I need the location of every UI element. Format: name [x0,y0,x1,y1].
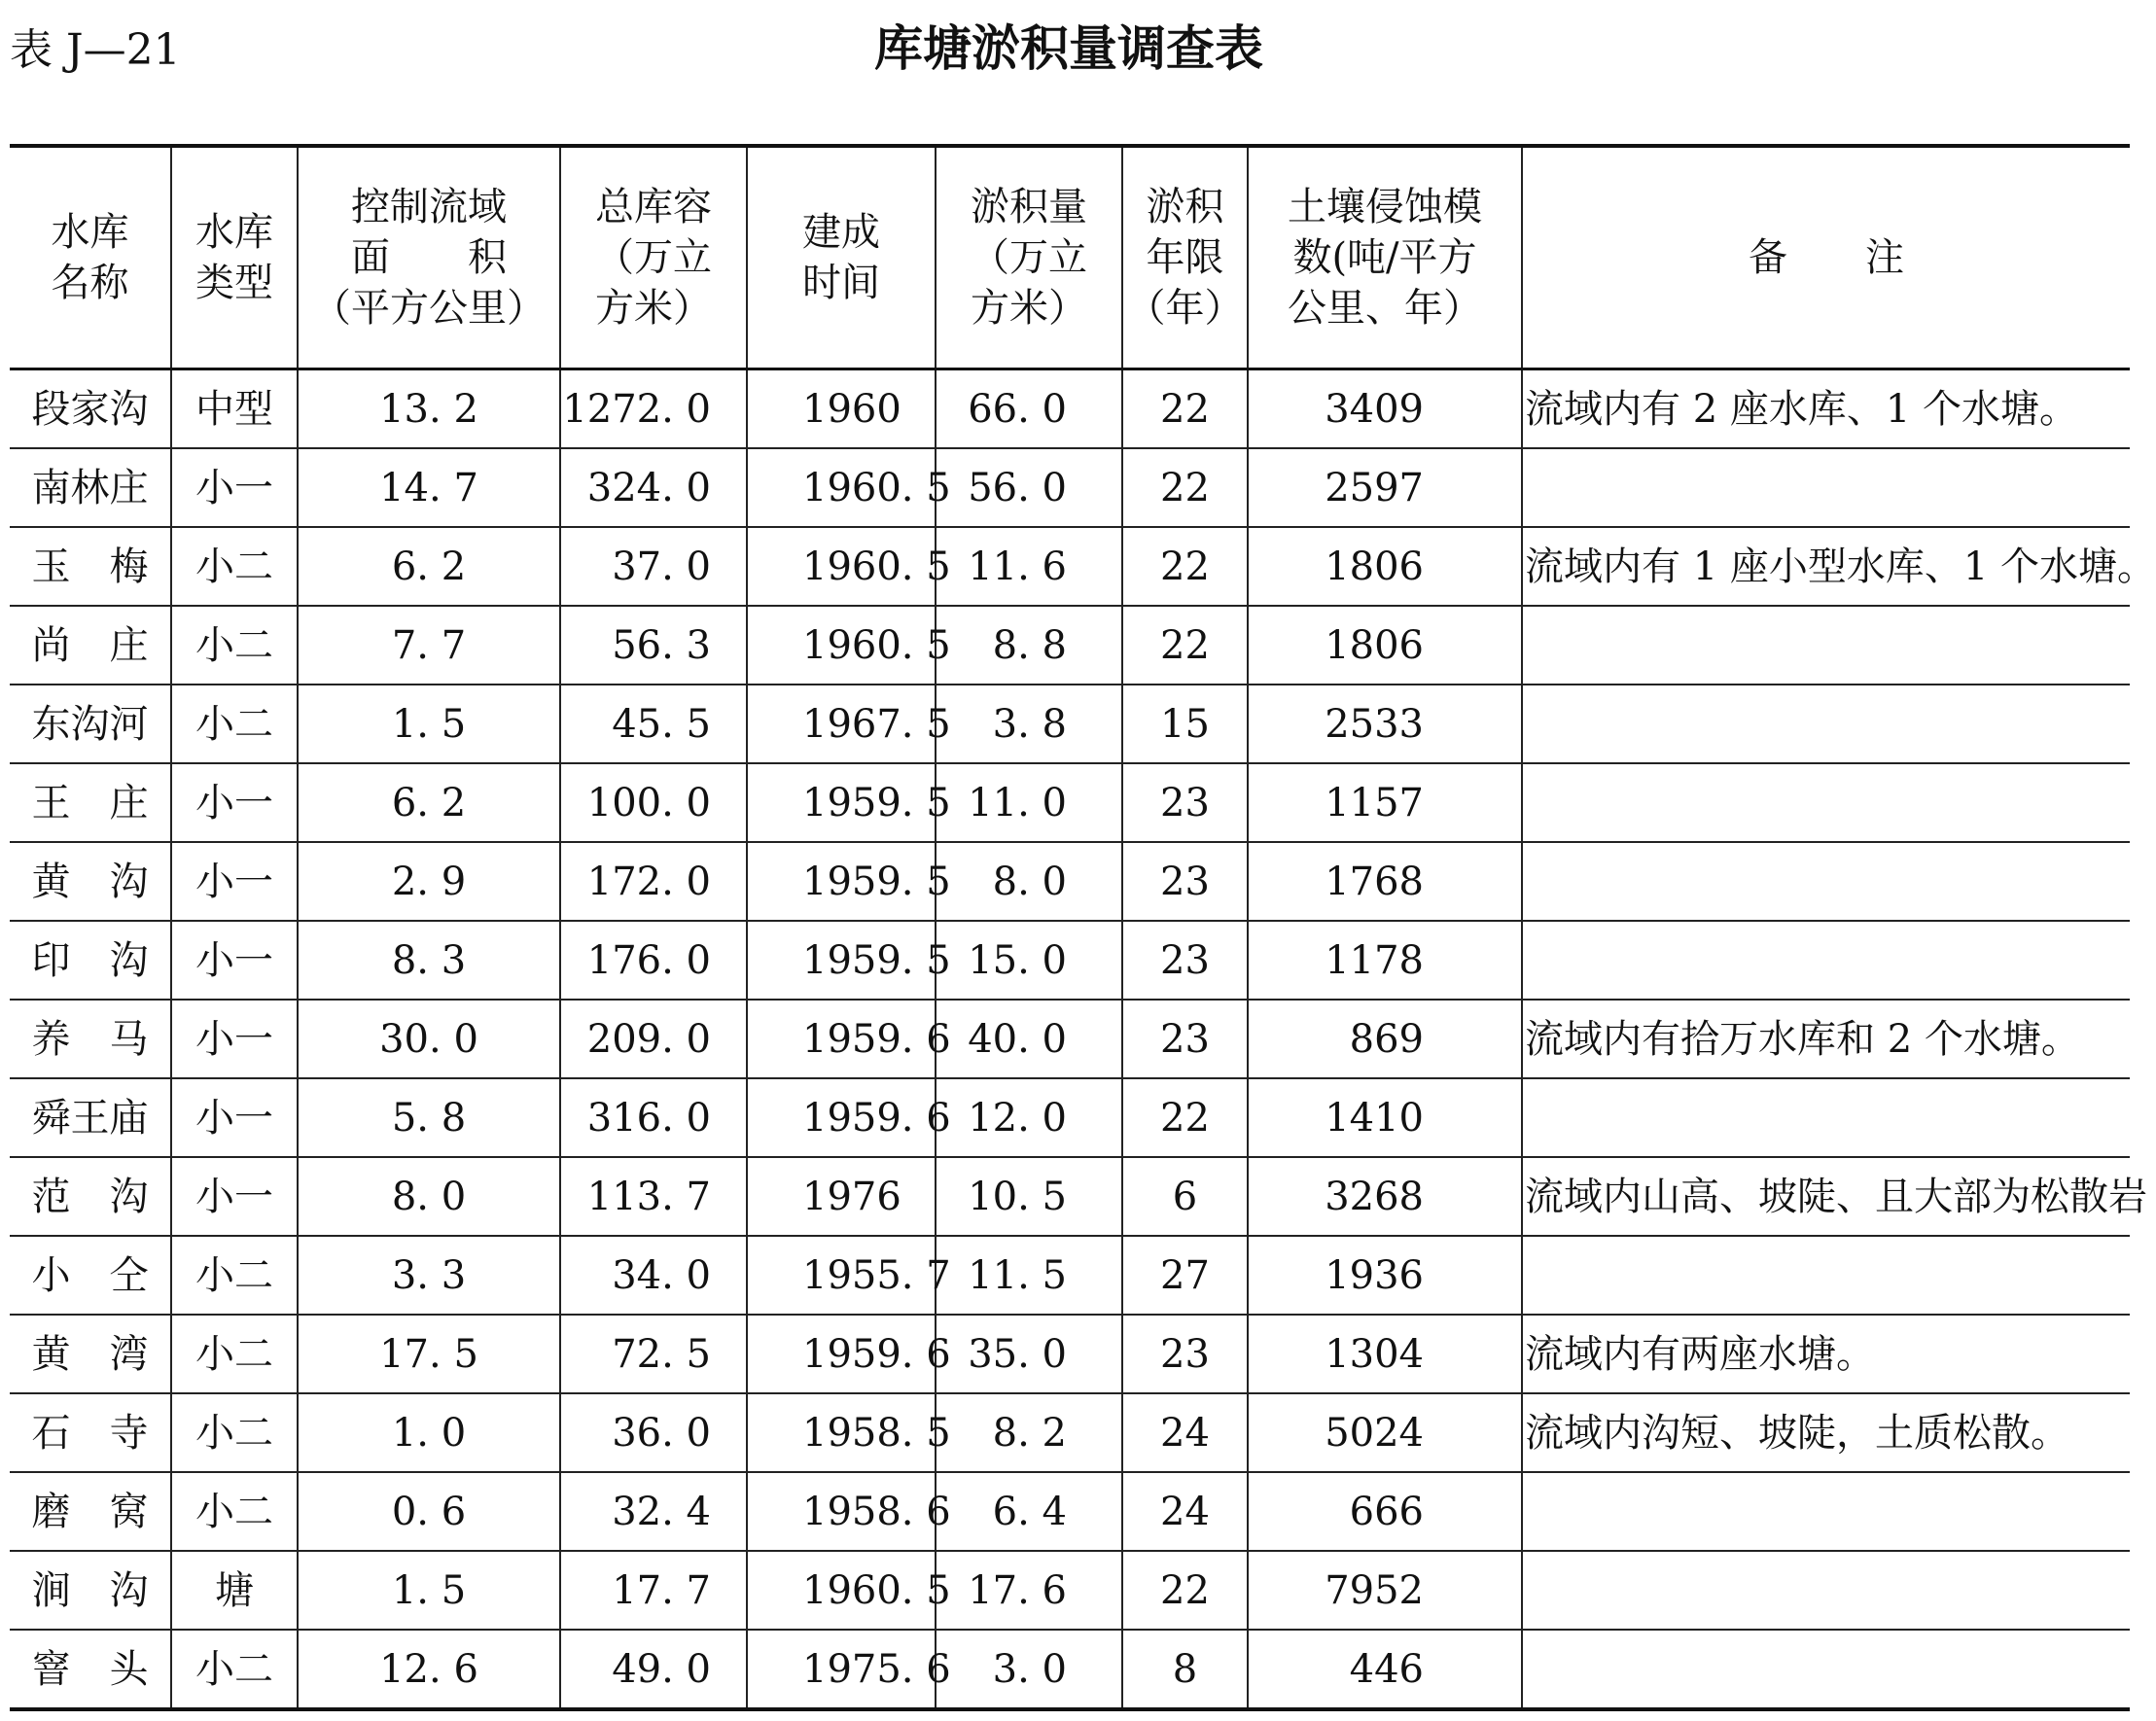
cell-sediment-volume: 3. 8 [936,685,1122,763]
header-line: 数(吨/平方 [1292,235,1477,280]
cell-total-capacity: 56. 3 [560,606,747,685]
cell-remarks [1522,1551,2130,1630]
cell-catchment-area: 0. 6 [298,1472,560,1551]
table-row [10,1630,2130,1709]
cell-sediment-volume: 15. 0 [936,921,1122,1000]
table-row [10,1000,2130,1078]
table-row [10,763,2130,842]
table-row [10,1472,2130,1551]
cell-remarks [1522,763,2130,842]
table-row [10,1393,2130,1472]
table-row [10,842,2130,921]
cell-reservoir-type: 小二 [171,606,298,685]
cell-erosion-modulus: 1936 [1248,1236,1522,1315]
cell-completion-time: 1960. 5 [747,527,936,606]
cell-erosion-modulus: 869 [1248,1000,1522,1078]
cell-catchment-area: 2. 9 [298,842,560,921]
header-sediment-years [1122,146,1248,369]
cell-completion-time: 1960 [747,369,936,449]
cell-sediment-volume: 11. 6 [936,527,1122,606]
cell-erosion-modulus: 2597 [1248,448,1522,527]
cell-reservoir-name: 南林庄 [10,448,171,527]
header-line: 类型 [195,261,273,305]
table-row [10,369,2130,449]
cell-sediment-years: 22 [1122,606,1248,685]
cell-reservoir-name: 黄 湾 [10,1315,171,1393]
header-line: （万立 [595,235,712,280]
cell-erosion-modulus: 1806 [1248,527,1522,606]
table-body [10,369,2156,1710]
cell-sediment-volume: 3. 0 [936,1630,1122,1709]
header-line: （万立 [971,235,1087,280]
cell-remarks [1522,1236,2130,1315]
header-completion-time [747,146,936,369]
cell-reservoir-name: 窨 头 [10,1630,171,1709]
header-row [10,146,2130,369]
cell-catchment-area: 1. 5 [298,685,560,763]
header-sediment-volume [936,146,1122,369]
cell-reservoir-name: 涧 沟 [10,1551,171,1630]
table-row [10,1078,2130,1157]
cell-total-capacity: 176. 0 [560,921,747,1000]
cell-sediment-volume: 6. 4 [936,1472,1122,1551]
cell-sediment-volume: 10. 5 [936,1157,1122,1236]
cell-sediment-years: 23 [1122,1000,1248,1078]
cell-completion-time: 1959. 6 [747,1078,936,1157]
cell-catchment-area: 1. 5 [298,1551,560,1630]
header-reservoir-name [10,146,171,369]
cell-erosion-modulus: 2533 [1248,685,1522,763]
cell-reservoir-type: 小二 [171,1630,298,1709]
cell-reservoir-name: 王 庄 [10,763,171,842]
cell-total-capacity: 49. 0 [560,1630,747,1709]
cell-sediment-years: 22 [1122,369,1248,449]
cell-erosion-modulus: 5024 [1248,1393,1522,1472]
header-line: 总库容 [595,185,712,229]
header-line: 水库 [195,210,273,255]
cell-reservoir-name: 石 寺 [10,1393,171,1472]
cell-reservoir-type: 小一 [171,1000,298,1078]
cell-remarks [1522,448,2130,527]
cell-reservoir-name: 印 沟 [10,921,171,1000]
cell-catchment-area: 8. 3 [298,921,560,1000]
cell-completion-time: 1960. 5 [747,1551,936,1630]
cell-sediment-years: 27 [1122,1236,1248,1315]
cell-completion-time: 1976 [747,1157,936,1236]
cell-reservoir-type: 小二 [171,1472,298,1551]
cell-sediment-volume: 11. 0 [936,763,1122,842]
header-total-capacity [560,146,747,369]
cell-total-capacity: 316. 0 [560,1078,747,1157]
cell-sediment-years: 23 [1122,763,1248,842]
cell-reservoir-name: 养 马 [10,1000,171,1078]
cell-remarks [1522,685,2130,763]
cell-completion-time: 1959. 6 [747,1315,936,1393]
cell-catchment-area: 13. 2 [298,369,560,449]
cell-erosion-modulus: 1806 [1248,606,1522,685]
cell-remarks: 流域内有拾万水库和 2 个水塘。 [1522,1000,2130,1078]
cell-reservoir-type: 小一 [171,921,298,1000]
cell-remarks [1522,1078,2130,1157]
cell-completion-time: 1960. 5 [747,448,936,527]
cell-sediment-volume: 17. 6 [936,1551,1122,1630]
cell-total-capacity: 45. 5 [560,685,747,763]
cell-reservoir-name: 段家沟 [10,369,171,449]
cell-catchment-area: 6. 2 [298,763,560,842]
header-line: 水库 [51,210,129,255]
cell-sediment-years: 24 [1122,1393,1248,1472]
table-number: 表 J—21 [10,25,181,75]
table-row [10,527,2130,606]
cell-reservoir-name: 小 仝 [10,1236,171,1315]
header-line: 年限 [1146,235,1224,280]
sedimentation-survey-table [10,144,2156,1711]
cell-total-capacity: 34. 0 [560,1236,747,1315]
cell-sediment-years: 15 [1122,685,1248,763]
cell-total-capacity: 17. 7 [560,1551,747,1630]
cell-sediment-years: 22 [1122,1551,1248,1630]
cell-sediment-years: 22 [1122,1078,1248,1157]
cell-sediment-years: 8 [1122,1630,1248,1709]
cell-erosion-modulus: 666 [1248,1472,1522,1551]
cell-completion-time: 1967. 5 [747,685,936,763]
cell-completion-time: 1959. 6 [747,1000,936,1078]
table-row [10,1236,2130,1315]
cell-completion-time: 1955. 7 [747,1236,936,1315]
cell-catchment-area: 6. 2 [298,527,560,606]
cell-total-capacity: 172. 0 [560,842,747,921]
cell-sediment-volume: 8. 2 [936,1393,1122,1472]
header-line: 土壤侵蚀模 [1288,185,1482,229]
cell-reservoir-type: 小一 [171,763,298,842]
cell-reservoir-type: 小二 [171,685,298,763]
cell-total-capacity: 36. 0 [560,1393,747,1472]
header-line: 控制流域 [351,185,507,229]
table-row [10,1551,2130,1630]
cell-remarks [1522,1472,2130,1551]
cell-erosion-modulus: 1157 [1248,763,1522,842]
cell-completion-time: 1958. 6 [747,1472,936,1551]
header-line: （年） [1126,286,1244,331]
table-row [10,685,2130,763]
cell-catchment-area: 5. 8 [298,1078,560,1157]
header-line: 建成 [802,210,880,255]
cell-remarks [1522,921,2130,1000]
cell-total-capacity: 32. 4 [560,1472,747,1551]
table-row [10,448,2130,527]
cell-sediment-volume: 40. 0 [936,1000,1122,1078]
cell-sediment-volume: 8. 0 [936,842,1122,921]
cell-erosion-modulus: 3268 [1248,1157,1522,1236]
cell-sediment-volume: 35. 0 [936,1315,1122,1393]
cell-reservoir-name: 范 沟 [10,1157,171,1236]
cell-remarks [1522,842,2130,921]
header-catchment-area [298,146,560,369]
cell-remarks: 流域内有两座水塘。 [1522,1315,2130,1393]
cell-total-capacity: 324. 0 [560,448,747,527]
cell-erosion-modulus: 1768 [1248,842,1522,921]
cell-catchment-area: 14. 7 [298,448,560,527]
cell-completion-time: 1959. 5 [747,921,936,1000]
header-line: 淤积 [1146,185,1224,229]
header-remarks [1522,146,2130,369]
header-line: 方米） [971,286,1087,331]
cell-total-capacity: 72. 5 [560,1315,747,1393]
table-title: 库塘淤积量调查表 [874,20,1263,77]
cell-reservoir-type: 小一 [171,448,298,527]
header-line: 时间 [802,261,880,305]
cell-catchment-area: 7. 7 [298,606,560,685]
cell-total-capacity: 1272. 0 [560,369,747,449]
cell-total-capacity: 113. 7 [560,1157,747,1236]
cell-reservoir-type: 小二 [171,1236,298,1315]
cell-sediment-years: 23 [1122,842,1248,921]
header-reservoir-type [171,146,298,369]
cell-total-capacity: 100. 0 [560,763,747,842]
cell-reservoir-type: 小一 [171,842,298,921]
cell-reservoir-type: 塘 [171,1551,298,1630]
cell-completion-time: 1960. 5 [747,606,936,685]
table-row [10,921,2130,1000]
cell-completion-time: 1959. 5 [747,842,936,921]
cell-reservoir-type: 小二 [171,1315,298,1393]
cell-reservoir-type: 中型 [171,369,298,449]
table-row [10,1315,2130,1393]
cell-reservoir-type: 小一 [171,1078,298,1157]
cell-reservoir-type: 小二 [171,527,298,606]
cell-reservoir-name: 黄 沟 [10,842,171,921]
cell-reservoir-name: 东沟河 [10,685,171,763]
header-line: 淤积量 [971,185,1087,229]
cell-sediment-years: 24 [1122,1472,1248,1551]
header-line: 备 注 [1749,235,1904,280]
cell-catchment-area: 30. 0 [298,1000,560,1078]
cell-completion-time: 1975. 6 [747,1630,936,1709]
cell-erosion-modulus: 1410 [1248,1078,1522,1157]
cell-catchment-area: 8. 0 [298,1157,560,1236]
cell-total-capacity: 209. 0 [560,1000,747,1078]
cell-erosion-modulus: 3409 [1248,369,1522,449]
cell-sediment-years: 23 [1122,1315,1248,1393]
cell-sediment-volume: 11. 5 [936,1236,1122,1315]
header-line: （平方公里） [312,286,546,331]
cell-sediment-years: 22 [1122,448,1248,527]
cell-catchment-area: 3. 3 [298,1236,560,1315]
cell-total-capacity: 37. 0 [560,527,747,606]
cell-remarks: 流域内山高、坡陡、且大部为松散岩 [1522,1157,2130,1236]
cell-catchment-area: 1. 0 [298,1393,560,1472]
cell-erosion-modulus: 1178 [1248,921,1522,1000]
cell-reservoir-name: 舜王庙 [10,1078,171,1157]
cell-remarks: 流域内沟短、坡陡，土质松散。 [1522,1393,2130,1472]
cell-sediment-years: 23 [1122,921,1248,1000]
header-line: 方米） [595,286,712,331]
cell-sediment-years: 6 [1122,1157,1248,1236]
cell-sediment-years: 22 [1122,527,1248,606]
cell-reservoir-type: 小一 [171,1157,298,1236]
cell-remarks [1522,1630,2130,1709]
header-line: 面 积 [351,235,507,280]
cell-sediment-volume: 66. 0 [936,369,1122,449]
cell-remarks [1522,606,2130,685]
cell-erosion-modulus: 1304 [1248,1315,1522,1393]
cell-catchment-area: 12. 6 [298,1630,560,1709]
header-line: 名称 [51,261,129,305]
cell-sediment-volume: 12. 0 [936,1078,1122,1157]
cell-completion-time: 1959. 5 [747,763,936,842]
header-erosion-modulus [1248,146,1522,369]
cell-reservoir-name: 玉 梅 [10,527,171,606]
table-row [10,606,2130,685]
cell-remarks: 流域内有 1 座小型水库、1 个水塘。 [1522,527,2130,606]
cell-reservoir-name: 磨 窝 [10,1472,171,1551]
cell-reservoir-type: 小二 [171,1393,298,1472]
cell-reservoir-name: 尚 庄 [10,606,171,685]
header-line: 公里、年） [1288,286,1482,331]
cell-sediment-volume: 56. 0 [936,448,1122,527]
cell-catchment-area: 17. 5 [298,1315,560,1393]
cell-completion-time: 1958. 5 [747,1393,936,1472]
table-row [10,1157,2130,1236]
cell-remarks: 流域内有 2 座水库、1 个水塘。 [1522,369,2130,449]
cell-erosion-modulus: 446 [1248,1630,1522,1709]
cell-sediment-volume: 8. 8 [936,606,1122,685]
cell-erosion-modulus: 7952 [1248,1551,1522,1630]
